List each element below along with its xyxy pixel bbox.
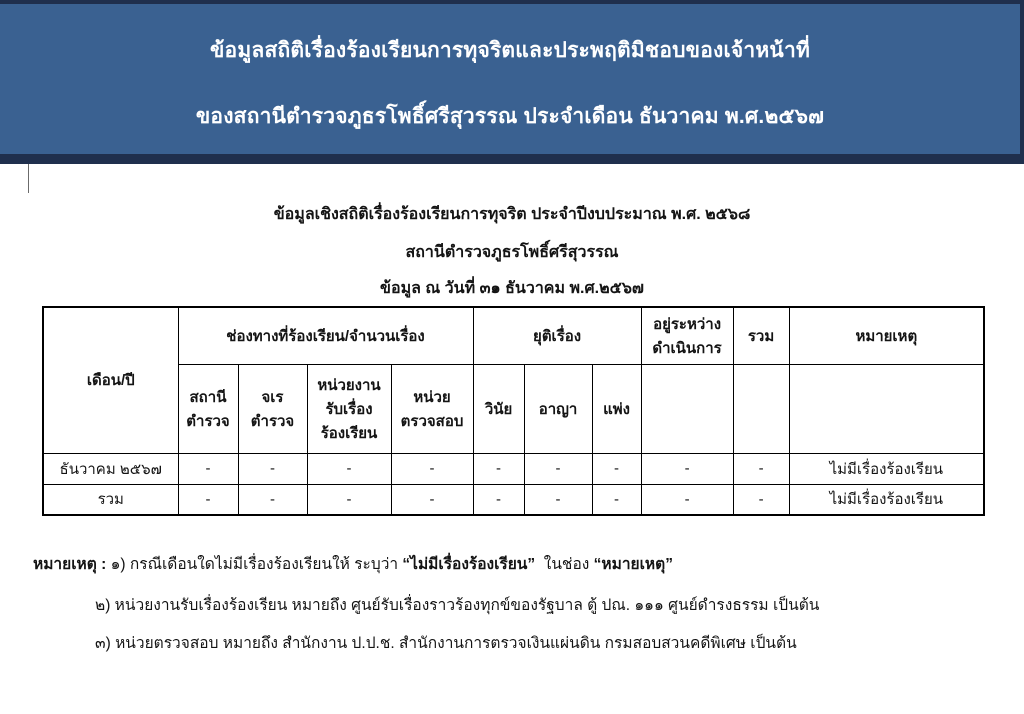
empty-cell	[789, 364, 984, 453]
cell-value: -	[391, 453, 473, 484]
cell-value: -	[641, 484, 733, 515]
cell-value: -	[473, 453, 524, 484]
cell-value: -	[391, 484, 473, 515]
cell-value: -	[238, 453, 307, 484]
subtitle-line3: ข้อมูล ณ วันที่ ๓๑ ธันวาคม พ.ศ.๒๕๖๗	[380, 280, 644, 297]
footnote-3: ๓) หน่วยตรวจสอบ หมายถึง สำนักงาน ป.ป.ช. สำนักงานการตรวจเงินแผ่นดิน กรมสอบสวนคดีพิเศษ เป็นต้น	[95, 635, 797, 652]
cell-value: -	[592, 484, 641, 515]
cell-remark: ไม่มีเรื่องร้องเรียน	[789, 453, 984, 484]
cell-value: -	[473, 484, 524, 515]
header-month-year: เดือน/ปี	[43, 307, 178, 453]
empty-cell	[733, 364, 789, 453]
footnote-1-quoted-phrase: “ไม่มีเรื่องร้องเรียน”	[402, 556, 536, 573]
row-label-december: ธันวาคม ๒๕๖๗	[43, 453, 178, 484]
header-inspector-general: จเร ตำรวจ	[238, 364, 307, 453]
cell-value: -	[178, 484, 238, 515]
subtitle-line1: ข้อมูลเชิงสถิติเรื่องร้องเรียนการทุจริต ประจำปีงบประมาณ พ.ศ. ๒๕๖๘	[273, 206, 751, 223]
header-civil: แพ่ง	[592, 364, 641, 453]
cell-value: -	[307, 453, 391, 484]
header-total: รวม	[733, 307, 789, 364]
cell-value: -	[238, 484, 307, 515]
cell-value: -	[733, 484, 789, 515]
cell-value: -	[641, 453, 733, 484]
text-cursor-line	[28, 164, 29, 193]
footnote-2: ๒) หน่วยงานรับเรื่องร้องเรียน หมายถึง ศูนย์รับเรื่องราวร้องทุกข์ของรัฐบาล ตู้ ปณ. ๑๑๑ ศูนย์ดำรงธรรม เป็นต้น	[95, 597, 820, 614]
header-complaint-agency: หน่วยงาน รับเรื่อง ร้องเรียน	[307, 364, 391, 453]
cell-value: -	[524, 484, 592, 515]
footnote-1-quoted-column: “หมายเหตุ”	[593, 556, 673, 573]
header-police-station: สถานี ตำรวจ	[178, 364, 238, 453]
complaint-statistics-table	[42, 306, 985, 516]
header-in-progress: อยู่ระหว่าง ดำเนินการ	[641, 307, 733, 364]
header-remarks: หมายเหตุ	[789, 307, 984, 364]
cell-value: -	[307, 484, 391, 515]
banner-title-line2: ของสถานีตำรวจภูธรโพธิ์ศรีสุวรรณ ประจำเดือน ธันวาคม พ.ศ.๒๕๖๗	[195, 105, 825, 128]
header-audit-unit: หน่วย ตรวจสอบ	[391, 364, 473, 453]
row-label-total: รวม	[43, 484, 178, 515]
footnote-label: หมายเหตุ :	[33, 556, 111, 573]
cell-value: -	[592, 453, 641, 484]
table-row-total	[43, 484, 984, 515]
subtitle-line2: สถานีตำรวจภูธรโพธิ์ศรีสุวรรณ	[405, 244, 619, 261]
table-row-december	[43, 453, 984, 484]
cell-value: -	[178, 453, 238, 484]
cell-value: -	[733, 453, 789, 484]
header-criminal: อาญา	[524, 364, 592, 453]
cell-value: -	[524, 453, 592, 484]
empty-cell	[641, 364, 733, 453]
header-disciplinary: วินัย	[473, 364, 524, 453]
footnote-1	[33, 551, 673, 576]
footnote-1-text: ๑) กรณีเดือนใดไม่มีเรื่องร้องเรียนให้ ระบุว่า	[110, 556, 403, 573]
title-banner	[0, 0, 1024, 164]
header-channel-group: ช่องทางที่ร้องเรียน/จำนวนเรื่อง	[178, 307, 473, 364]
cell-remark: ไม่มีเรื่องร้องเรียน	[789, 484, 984, 515]
header-closed-group: ยุติเรื่อง	[473, 307, 641, 364]
banner-title-line1: ข้อมูลสถิติเรื่องร้องเรียนการทุจริตและประพฤติมิชอบของเจ้าหน้าที่	[209, 39, 811, 62]
footnote-1-mid: ในช่อง	[535, 556, 594, 573]
